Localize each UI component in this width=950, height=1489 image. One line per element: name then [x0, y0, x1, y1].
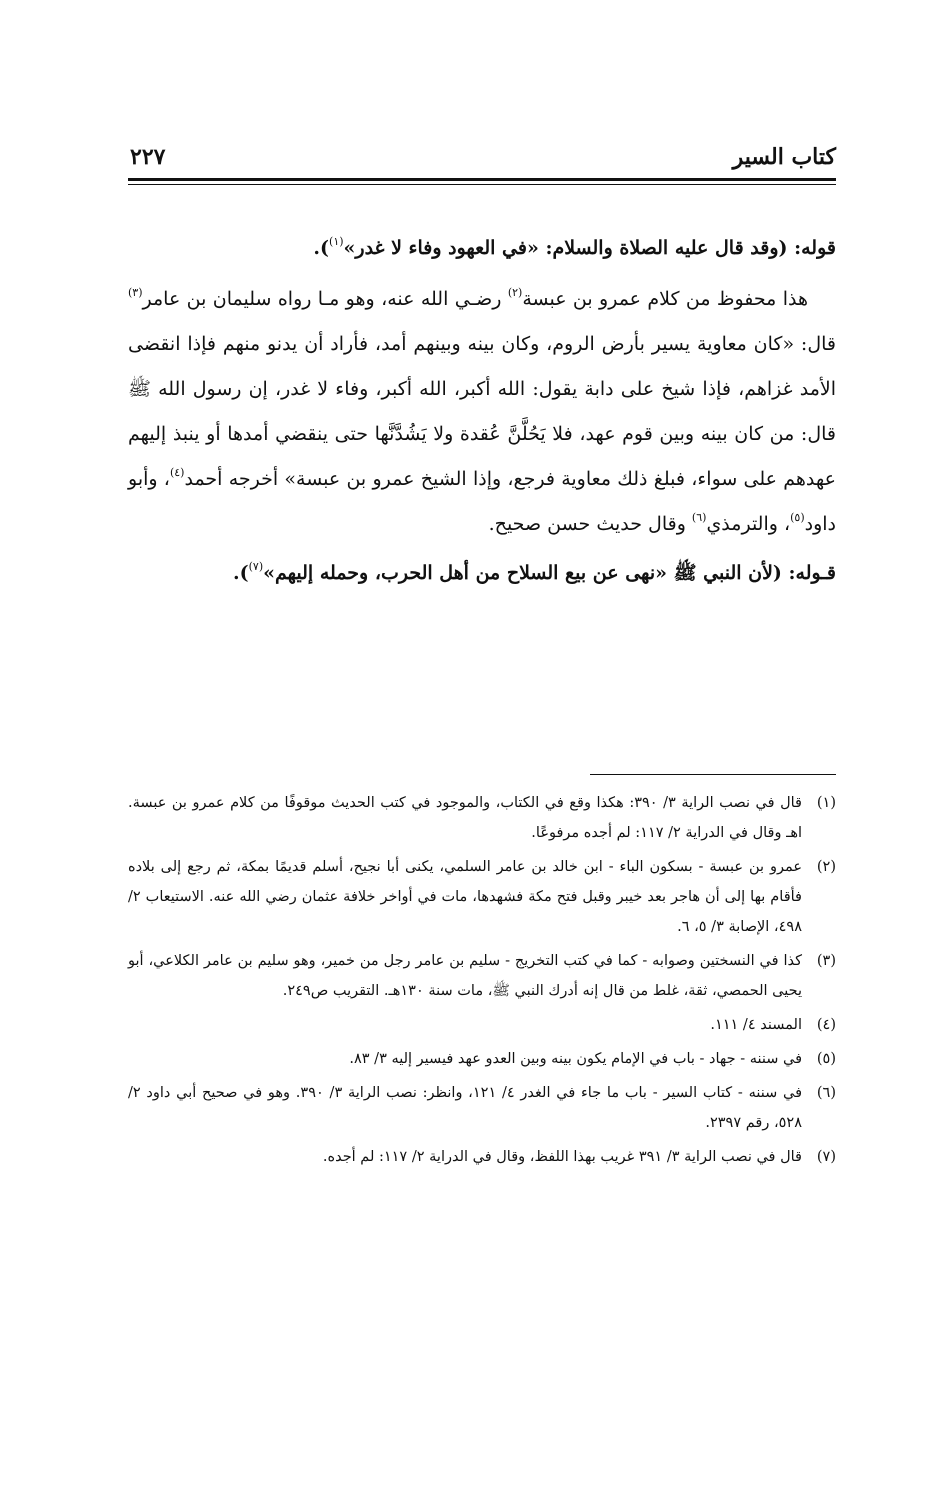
- footnote-text: المسند ٤/ ١١١.: [710, 1017, 802, 1033]
- main-text: [128, 226, 836, 596]
- commentary-paragraph: [128, 277, 836, 547]
- footnote-text: في سننه - كتاب السير - باب ما جاء في الغدر ٤/ ١٢١، وانظر: نصب الراية ٣/ ٣٩٠. وهو في صحيح أبي داود ٢/ ٥٢٨، رقم ٢٣٩٧.: [128, 1085, 803, 1131]
- footnote-ref-6: (٦): [691, 511, 707, 524]
- header-rule-thin: [128, 184, 836, 185]
- quote-paragraph-1: [128, 226, 836, 271]
- quote-paragraph-2: [128, 551, 836, 596]
- quote-2-text: قـوله: (لأن النبي ﷺ «نهى عن بيع السلاح من أهل الحرب، وحمله إليهم»: [263, 562, 836, 584]
- footnote-ref-2: (٢): [507, 286, 523, 299]
- running-header: [128, 140, 836, 180]
- commentary-text-e: ، والترمذي: [706, 513, 791, 535]
- chapter-title: كتاب السير: [732, 144, 836, 170]
- footnote-5: [128, 1044, 836, 1074]
- quote-1-text: قوله: (وقد قال عليه الصلاة والسلام: «في العهود وفاء لا غدر»: [343, 237, 836, 259]
- footnote-ref-4: (٤): [169, 466, 185, 479]
- footnote-text: قال في نصب الراية ٣/ ٣٩٠: هكذا وقع في الكتاب، والموجود في كتب الحديث موقوفًا من كلام عمرو بن عبسة. اهـ وقال في الدراية ٢/ ١١٧: لم أجده مرفوعًا.: [128, 795, 802, 841]
- footnote-text: عمرو بن عبسة - بسكون الباء - ابن خالد بن عامر السلمي، يكنى أبا نجيح، أسلم قديمًا بمكة، ثم رجع إلى بلاده فأقام بها إلى أن هاجر بعد خيبر وقبل فتح مكة فشهدها، مات في أواخر خلافة عثمان رضي الله عنه. الاستيعاب ٢/ ٤٩٨، الإصابة ٣/ ٥، ٦.: [128, 859, 802, 935]
- footnote-7: [128, 1142, 836, 1172]
- footnote-number: (٢): [816, 859, 836, 875]
- footnotes: [128, 788, 836, 1172]
- page-number: ٢٢٧: [130, 144, 166, 170]
- footnote-number: (٧): [816, 1149, 836, 1165]
- footnote-ref-1: (١): [329, 235, 344, 248]
- footnote-number: (١): [816, 795, 836, 811]
- footnote-text: كذا في النسختين وصوابه - كما في كتب التخريج - سليم بن عامر رجل من خمير، وهو سليم بن عامر الكلاعي، أبو يحيى الحمصي، ثقة، غلط من قال إنه أدرك النبي ﷺ، مات سنة ١٣٠هـ. التقريب ص٢٤٩.: [128, 953, 802, 999]
- footnote-separator: [590, 774, 836, 775]
- footnote-number: (٤): [816, 1017, 836, 1033]
- commentary-text-f: وقال حديث حسن صحيح.: [488, 513, 692, 535]
- footnote-number: (٥): [816, 1051, 836, 1067]
- footnote-ref-5: (٥): [790, 511, 805, 524]
- footnote-ref-3: (٣): [128, 286, 143, 299]
- commentary-text-d: ، وأبو داود: [128, 468, 836, 535]
- header-rule-thick: [128, 178, 836, 181]
- footnote-number: (٣): [816, 953, 836, 969]
- footnote-text: قال في نصب الراية ٣/ ٣٩١ غريب بهذا اللفظ، وقال في الدراية ٢/ ١١٧: لم أجده.: [322, 1149, 802, 1165]
- quote-2-tail: ).: [233, 562, 249, 584]
- footnote-2: [128, 852, 836, 942]
- commentary-text-a: هذا محفوظ من كلام عمرو بن عبسة: [522, 288, 808, 310]
- footnote-text: في سننه - جهاد - باب في الإمام يكون بينه وبين العدو عهد فيسير إليه ٣/ ٨٣.: [349, 1051, 802, 1067]
- quote-1-tail: ).: [313, 237, 330, 259]
- commentary-text-b: رضـي الله عنه، وهو مـا رواه سليمان بن عامر: [142, 288, 508, 310]
- footnote-1: [128, 788, 836, 848]
- footnote-ref-7: (٧): [248, 560, 264, 573]
- commentary-text-c: قال: «كان معاوية يسير بأرض الروم، وكان بينه وبينهم أمد، فأراد أن يدنو منهم فإذا انقضى الأمد غزاهم، فإذا شيخ على دابة يقول: الله أكبر، الله أكبر، وفاء لا غدر، إن رسول الله ﷺ قال: من كان بينه وبين قوم عهد، فلا يَحُلَّنَّ عُقدة ولا يَشُدَّنَّها حتى ينقضي أمدها أو ينبذ إليهم عهدهم على سواء، فبلغ ذلك معاوية فرجع، وإذا الشيخ عمرو بن عبسة» أخرجه أحمد: [128, 333, 836, 490]
- footnote-number: (٦): [816, 1085, 836, 1101]
- footnote-6: [128, 1078, 836, 1138]
- footnote-3: [128, 946, 836, 1006]
- footnote-4: [128, 1010, 836, 1040]
